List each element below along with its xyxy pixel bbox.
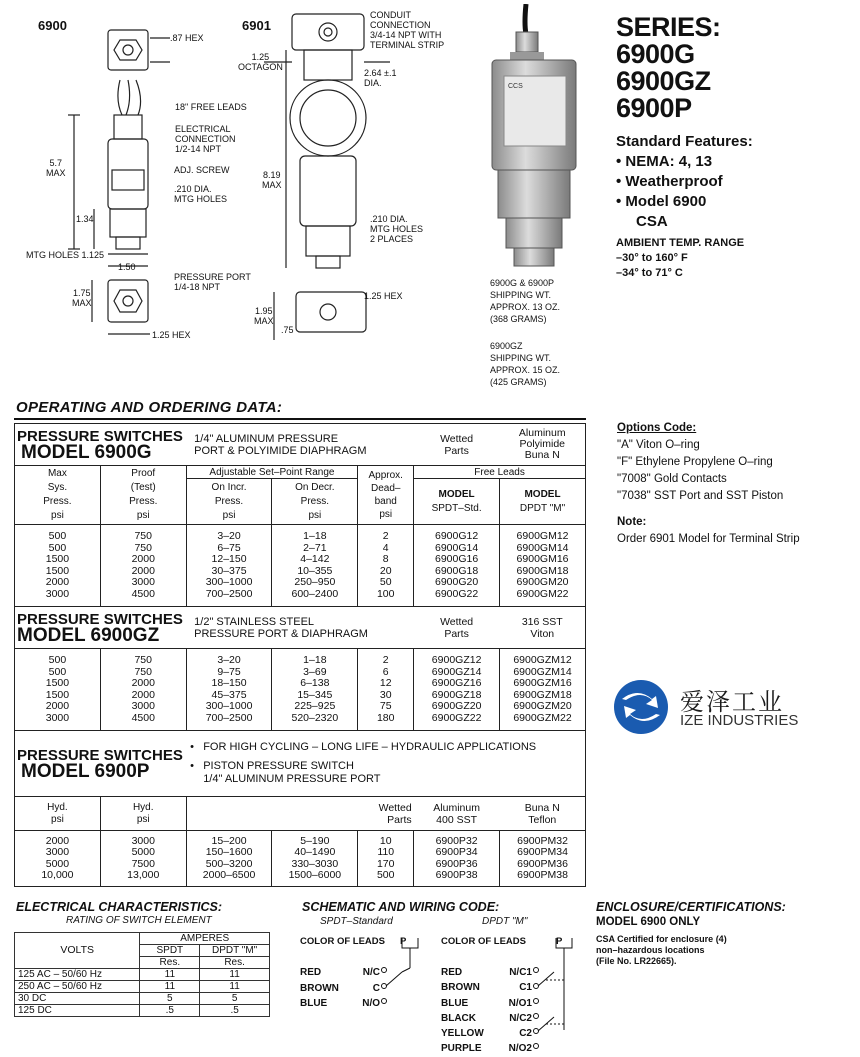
- ambient-c: –34° to 71° C: [616, 267, 683, 279]
- model-6900gz-line2: MODEL 6900GZ: [17, 624, 160, 646]
- hdr-model-dpdt: MODEL: [524, 488, 561, 500]
- lead-blue: BLUE: [300, 998, 328, 1009]
- option-7008: "7008" Gold Contacts: [617, 473, 727, 485]
- elec-row: [15, 981, 270, 993]
- series-label: SERIES:: [616, 12, 721, 42]
- elec-dpdt-hdr: DPDT "M": [200, 945, 270, 957]
- elec-conn-label: ELECTRICAL CONNECTION 1/2-14 NPT: [175, 124, 236, 154]
- elec-volts-hdr: VOLTS: [15, 933, 140, 969]
- model-6900gz-desc-text: 1/2" STAINLESS STEEL PRESSURE PORT & DIAPHRAGM: [194, 615, 368, 640]
- dim-75: .75: [281, 325, 294, 335]
- model-6900p-line2: MODEL 6900P: [21, 760, 150, 782]
- schematic-dpdt-label: DPDT "M": [482, 916, 528, 927]
- electrical-table: [14, 932, 270, 1017]
- operating-table: [14, 423, 586, 887]
- p-hdr-hyd1: Hyd. psi: [15, 797, 101, 831]
- gz-dead: 2 6 12 30 75 180: [358, 649, 414, 731]
- mtg-holes-2-label: .210 DIA. MTG HOLES 2 PLACES: [370, 214, 424, 244]
- model-6900g-wetted: Wetted Parts: [414, 424, 500, 466]
- terminal-nc: N/C: [362, 967, 380, 978]
- lead-red: RED: [441, 967, 463, 978]
- dpdt-colors: [441, 965, 484, 1057]
- mtg-holes-dim: MTG HOLES 1.125: [26, 250, 105, 260]
- product-photo: [478, 4, 608, 272]
- model-6900g-desc: [186, 424, 414, 466]
- p-incr: 15–200 150–1600 500–3200 2000–6500: [186, 831, 272, 887]
- options-title: Options Code:: [617, 422, 697, 434]
- elec-volts: 250 AC – 50/60 Hz: [15, 981, 140, 993]
- terminal-nc2: N/C2: [509, 1012, 532, 1024]
- hex-87-dim: .87 HEX: [170, 33, 204, 43]
- hdr-spdt-text: SPDT–Std.: [431, 502, 482, 514]
- terminal-no1: N/O1: [508, 997, 532, 1009]
- terminal-c: C: [372, 982, 380, 994]
- enclosure-text: CSA Certified for enclosure (4) non–hazardous locations (File No. LR22665).: [596, 934, 727, 966]
- hdr-dpdt-text: DPDT "M": [519, 502, 566, 514]
- free-leads-label: 18" FREE LEADS: [175, 102, 247, 112]
- elec-row: [15, 993, 270, 1005]
- feature-csa: CSA: [636, 213, 668, 230]
- elec-volts: 125 DC: [15, 1005, 140, 1017]
- elec-spdt-val: .5: [140, 1005, 200, 1017]
- elec-volts: 125 AC – 50/60 Hz: [15, 969, 140, 981]
- g-dead: 2 4 8 20 50 100: [358, 525, 414, 607]
- hdr-proof: Proof (Test) Press. psi: [100, 466, 186, 525]
- terminal-c1: C1: [519, 982, 532, 994]
- g-incr: 3–20 6–75 12–150 30–375 300–1000 700–2500: [186, 525, 272, 607]
- p-max: 2000 3000 5000 10,000: [15, 831, 101, 887]
- lead-red: RED: [300, 967, 322, 978]
- g-max: 500 500 1500 1500 2000 3000: [15, 525, 101, 607]
- model-6900g-line1: PRESSURE SWITCHES: [17, 427, 183, 445]
- p-hdr-hyd2: Hyd. psi: [100, 797, 186, 831]
- gz-proof: 750 750 2000 2000 3000 4500: [100, 649, 186, 731]
- model-6900g-line2: MODEL 6900G: [21, 441, 152, 463]
- model-6900p-b2-text: PISTON PRESSURE SWITCH 1/4" ALUMINUM PRESSURE PORT: [203, 760, 381, 785]
- elec-dpdt-val: 11: [200, 969, 270, 981]
- option-f: "F" Ethylene Propylene O–ring: [617, 456, 773, 468]
- elec-res-dpdt: Res.: [200, 957, 270, 969]
- ambient-f: –30° to 160° F: [616, 252, 688, 264]
- g-spdt: 6900G12 6900G14 6900G16 6900G18 6900G20 6900G22: [414, 525, 500, 607]
- hex-125-dim: 1.25 HEX: [152, 330, 191, 340]
- hdr-spdt: [414, 479, 500, 525]
- options-block: [617, 420, 800, 548]
- p-hdr-mat1: Aluminum 400 SST: [414, 797, 500, 831]
- elec-spdt-val: 5: [140, 993, 200, 1005]
- model-6900gz-material: 316 SST Viton: [500, 607, 586, 649]
- series-block: [616, 14, 856, 281]
- lead-brown: BROWN: [441, 982, 480, 994]
- p-dpdt: 6900PM32 6900PM34 6900PM36 6900PM38: [500, 831, 586, 887]
- elec-dpdt-val: .5: [200, 1005, 270, 1017]
- lead-blue: BLUE: [441, 997, 469, 1009]
- lead-yellow: YELLOW: [441, 1028, 484, 1040]
- terminal-c2: C2: [519, 1028, 532, 1040]
- elec-row: [15, 969, 270, 981]
- logo-cn: 爱泽工业: [680, 689, 784, 716]
- svg-text:CCS: CCS: [508, 83, 523, 90]
- elec-dpdt-val: 11: [200, 981, 270, 993]
- max-819-dim: 8.19 MAX: [262, 170, 282, 190]
- feature-model-6900: • Model 6900: [616, 192, 856, 212]
- gz-spdt: 6900GZ12 6900GZ14 6900GZ16 6900GZ18 6900GZ20 6900GZ22: [414, 649, 500, 731]
- elec-res-spdt: Res.: [140, 957, 200, 969]
- elec-volts: 30 DC: [15, 993, 140, 1005]
- schematic-title: SCHEMATIC AND WIRING CODE:: [302, 900, 500, 914]
- model-6900g-desc-text: 1/4" ALUMINUM PRESSURE PORT & POLYIMIDE DIAPHRAGM: [194, 432, 367, 457]
- g-proof: 750 750 2000 2000 3000 4500: [100, 525, 186, 607]
- features-title: Standard Features:: [616, 133, 753, 150]
- enclosure-title: ENCLOSURE/CERTIFICATIONS:: [596, 900, 786, 914]
- spdt-p-label: P: [400, 936, 407, 947]
- g-decr: 1–18 2–71 4–142 10–355 250–950 600–2400: [272, 525, 358, 607]
- model-6900g-material: Aluminum Polyimide Buna N: [500, 424, 586, 466]
- model-6901-label: 6901: [242, 18, 271, 33]
- gz-dpdt: 6900GZM12 6900GZM14 6900GZM16 6900GZM18 6900GZM20 6900GZM22: [500, 649, 586, 731]
- lead-black: BLACK: [441, 1012, 476, 1024]
- gz-incr: 3–20 9–75 18–150 45–375 300–1000 700–2500: [186, 649, 272, 731]
- model-6900p-bullet2: • PISTON PRESSURE SWITCH 1/4" ALUMINUM PRESSURE PORT: [190, 760, 381, 785]
- elec-row: [15, 1005, 270, 1017]
- dpdt-p-label: P: [556, 936, 563, 947]
- dia-dim: 2.64 ±.1 DIA.: [364, 68, 397, 88]
- model-6900p-desc: [186, 731, 585, 797]
- standard-features: [616, 132, 856, 232]
- adj-screw-label: ADJ. SCREW: [174, 165, 230, 175]
- elec-spdt-val: 11: [140, 981, 200, 993]
- pressure-port-label: PRESSURE PORT 1/4-18 NPT: [174, 272, 251, 292]
- option-7038: "7038" SST Port and SST Piston: [617, 490, 784, 502]
- terminal-no2: N/O2: [508, 1043, 532, 1055]
- hdr-free-leads: Free Leads: [414, 466, 586, 479]
- conduit-label: CONDUIT CONNECTION 3/4-14 NPT WITH TERMINAL STRIP: [370, 10, 445, 50]
- spdt-color-hdr: COLOR OF LEADS: [300, 936, 385, 947]
- hdr-deadband: Approx. Dead– band psi: [358, 466, 414, 525]
- dpdt-color-hdr: COLOR OF LEADS: [441, 936, 526, 947]
- elec-dpdt-val: 5: [200, 993, 270, 1005]
- series-6900gz: 6900GZ: [616, 66, 711, 96]
- p-decr: 5–190 40–1490 330–3030 1500–6000: [272, 831, 358, 887]
- electrical-title: ELECTRICAL CHARACTERISTICS:: [16, 900, 223, 914]
- note-text: Order 6901 Model for Terminal Strip: [617, 533, 800, 545]
- enclosure-model: MODEL 6900 ONLY: [596, 916, 701, 928]
- ize-logo-icon: [612, 678, 670, 736]
- model-6900p-b1-text: FOR HIGH CYCLING – LONG LIFE – HYDRAULIC APPLICATIONS: [203, 741, 537, 753]
- dim-134: 1.34: [76, 214, 94, 224]
- p-hdr-wetted: Wetted Parts: [186, 797, 414, 831]
- note-title: Note:: [617, 516, 647, 528]
- model-6900p-line1: PRESSURE SWITCHES: [17, 746, 183, 764]
- logo-en: IZE INDUSTRIES: [680, 712, 799, 729]
- hdr-model-spdt: MODEL: [438, 488, 475, 500]
- electrical-subtitle: RATING OF SWITCH ELEMENT: [66, 915, 212, 926]
- mtg-holes-label: .210 DIA. MTG HOLES: [174, 184, 228, 204]
- model-6900gz-wetted: Wetted Parts: [414, 607, 500, 649]
- model-6900gz-desc: [186, 607, 414, 649]
- terminal-nc1: N/C1: [509, 967, 532, 978]
- model-6900gz-line1: PRESSURE SWITCHES: [17, 610, 183, 628]
- elec-amperes-hdr: AMPERES: [140, 933, 270, 945]
- spdt-terminals: [342, 965, 380, 1012]
- p-spdt: 6900P32 6900P34 6900P36 6900P38: [414, 831, 500, 887]
- lead-purple: PURPLE: [441, 1043, 482, 1055]
- hdr-dpdt: [500, 479, 586, 525]
- spdt-colors: [300, 965, 339, 1012]
- option-a: "A" Viton O–ring: [617, 439, 700, 451]
- feature-nema: • NEMA: 4, 13: [616, 152, 856, 172]
- terminal-no: N/O: [362, 998, 380, 1009]
- ambient-temp: [616, 236, 856, 281]
- hdr-adjustable: Adjustable Set–Point Range: [186, 466, 358, 479]
- hdr-decr: On Decr. Press. psi: [272, 479, 358, 525]
- hdr-max: Max Sys. Press. psi: [15, 466, 101, 525]
- series-6900g: 6900G: [616, 39, 695, 69]
- hex-125-dim-b: 1.25 HEX: [364, 291, 403, 301]
- dpdt-terminals: [484, 965, 532, 1057]
- shipping-weight-2: 6900GZ SHIPPING WT. APPROX. 15 OZ. (425 GRAMS): [490, 341, 561, 387]
- ambient-title: AMBIENT TEMP. RANGE: [616, 237, 745, 249]
- model-6900g-title: [15, 424, 187, 466]
- octagon-dim: 1.25 OCTAGON: [238, 52, 283, 72]
- model-6900-label: 6900: [38, 18, 67, 33]
- elec-spdt-val: 11: [140, 969, 200, 981]
- p-dead: 10 110 170 500: [358, 831, 414, 887]
- gz-max: 500 500 1500 1500 2000 3000: [15, 649, 101, 731]
- model-6900gz-title: [15, 607, 187, 649]
- lead-brown: BROWN: [300, 982, 339, 994]
- p-hdr-mat2: Buna N Teflon: [500, 797, 586, 831]
- shipping-weight-1: 6900G & 6900P SHIPPING WT. APPROX. 13 OZ. (368 GRAMS): [490, 278, 561, 324]
- schematic-spdt-label: SPDT–Standard: [320, 916, 393, 927]
- hdr-incr: On Incr. Press. psi: [186, 479, 272, 525]
- gz-decr: 1–18 3–69 6–138 15–345 225–925 520–2320: [272, 649, 358, 731]
- model-6900p-bullet1: • FOR HIGH CYCLING – LONG LIFE – HYDRAULIC APPLICATIONS: [190, 741, 537, 753]
- max-195-dim: 1.95 MAX: [254, 306, 274, 326]
- switch-outline-drawing: [0, 0, 470, 390]
- max-175-dim: 1.75 MAX: [72, 288, 92, 308]
- elec-spdt-hdr: SPDT: [140, 945, 200, 957]
- dim-150: 1.50: [118, 262, 136, 272]
- ops-title: OPERATING AND ORDERING DATA:: [16, 399, 283, 416]
- p-proof: 3000 5000 7500 13,000: [100, 831, 186, 887]
- feature-weatherproof: • Weatherproof: [616, 172, 856, 192]
- series-6900p: 6900P: [616, 93, 692, 123]
- g-dpdt: 6900GM12 6900GM14 6900GM16 6900GM18 6900GM20 6900GM22: [500, 525, 586, 607]
- ize-logo: [612, 678, 852, 738]
- max-57-dim: 5.7 MAX: [46, 158, 66, 178]
- ops-rule: [14, 418, 586, 420]
- model-6900p-title: [15, 731, 187, 797]
